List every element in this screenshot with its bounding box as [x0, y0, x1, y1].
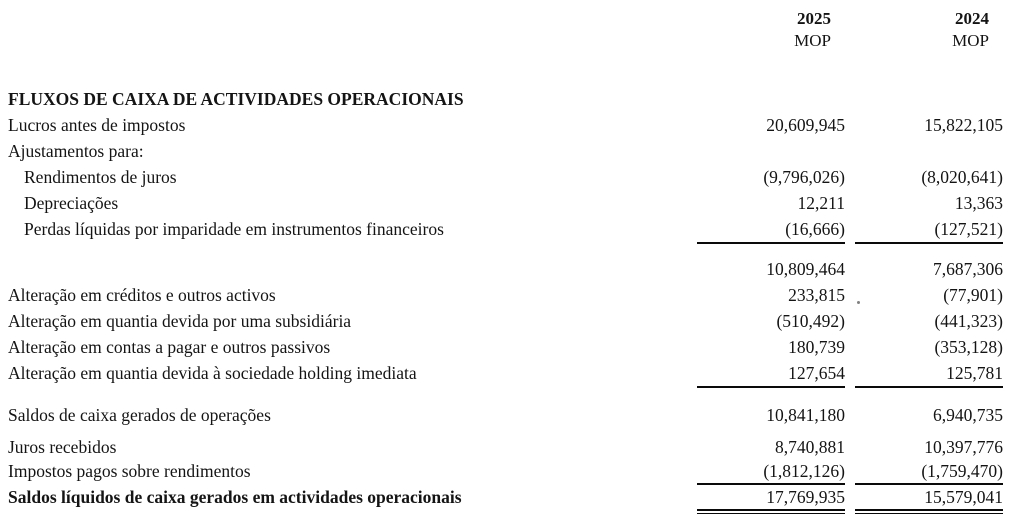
column-unit-header-row	[0, 30, 1019, 52]
spacer	[0, 52, 1019, 86]
row-label: Alteração em quantia devida à sociedade holding imediata	[8, 363, 417, 383]
value-2025: 233,815	[788, 285, 845, 305]
row-label: Alteração em contas a pagar e outros passivos	[8, 337, 331, 357]
row-label: Perdas líquidas por imparidade em instrumentos financeiros	[24, 219, 444, 239]
row-subtotal-ajustamentos	[0, 256, 1019, 282]
spacer	[0, 428, 1019, 435]
value-2025: (510,492)	[776, 311, 845, 331]
column-header-2025: 2025	[797, 9, 831, 28]
value-2024: 10,397,776	[924, 437, 1003, 457]
value-2025: (16,666)	[697, 216, 845, 244]
value-2024: (353,128)	[934, 337, 1003, 357]
row-label: Ajustamentos para:	[8, 141, 144, 161]
row-juros-recebidos	[0, 435, 1019, 459]
row-rendimentos-de-juros	[0, 164, 1019, 190]
row-lucros-antes-de-impostos	[0, 112, 1019, 138]
column-header-2024: 2024	[955, 9, 989, 28]
row-ajustamentos-para	[0, 138, 1019, 164]
row-alteracao-quantia-subsidiaria	[0, 308, 1019, 334]
row-saldos-caixa-gerados-operacoes	[0, 402, 1019, 428]
row-label: Impostos pagos sobre rendimentos	[8, 461, 251, 481]
value-2024: 15,579,041	[855, 485, 1003, 514]
section-title: FLUXOS DE CAIXA DE ACTIVIDADES OPERACIONAIS	[8, 89, 464, 109]
value-2024: (441,323)	[934, 311, 1003, 331]
row-label: Saldos líquidos de caixa gerados em actividades operacionais	[8, 487, 462, 507]
value-2025: (9,796,026)	[763, 167, 845, 187]
value-2025: 17,769,935	[697, 485, 845, 514]
value-2024: (8,020,641)	[921, 167, 1003, 187]
value-2025: 10,841,180	[766, 405, 845, 425]
value-2025: 12,211	[797, 193, 845, 213]
value-2025: (1,812,126)	[697, 459, 845, 485]
value-2024: 125,781	[855, 360, 1003, 388]
column-year-header-row	[0, 8, 1019, 30]
unit-header-2024: MOP	[952, 31, 989, 50]
value-2024: 7,687,306	[933, 259, 1003, 279]
spacer	[0, 388, 1019, 402]
row-alteracao-creditos-outros-activos	[0, 282, 1019, 308]
row-label: Rendimentos de juros	[24, 167, 177, 187]
row-alteracao-contas-pagar	[0, 334, 1019, 360]
value-2024: (127,521)	[855, 216, 1003, 244]
row-label: Depreciações	[24, 193, 119, 213]
value-2024: (77,901)	[943, 285, 1003, 305]
row-label: Saldos de caixa gerados de operações	[8, 405, 271, 425]
value-2024: 15,822,105	[924, 115, 1003, 135]
section-title-row	[0, 86, 1019, 112]
row-label: Alteração em créditos e outros activos	[8, 285, 276, 305]
unit-header-2025: MOP	[794, 31, 831, 50]
row-impostos-pagos-rendimentos	[0, 459, 1019, 485]
value-2025: 127,654	[697, 360, 845, 388]
scan-speck	[857, 301, 860, 304]
value-2024: 13,363	[954, 193, 1003, 213]
row-label: Lucros antes de impostos	[8, 115, 186, 135]
value-2025: 8,740,881	[775, 437, 845, 457]
row-label: Juros recebidos	[8, 437, 117, 457]
row-label: Alteração em quantia devida por uma subsidiária	[8, 311, 352, 331]
value-2025: 180,739	[788, 337, 845, 357]
row-saldos-liquidos-total	[0, 485, 1019, 514]
row-depreciacoes	[0, 190, 1019, 216]
value-2025: 20,609,945	[766, 115, 845, 135]
row-perdas-liquidas-imparidade	[0, 216, 1019, 244]
spacer	[0, 244, 1019, 256]
row-alteracao-quantia-holding	[0, 360, 1019, 388]
value-2024: 6,940,735	[933, 405, 1003, 425]
value-2024: (1,759,470)	[855, 459, 1003, 485]
value-2025: 10,809,464	[766, 259, 845, 279]
